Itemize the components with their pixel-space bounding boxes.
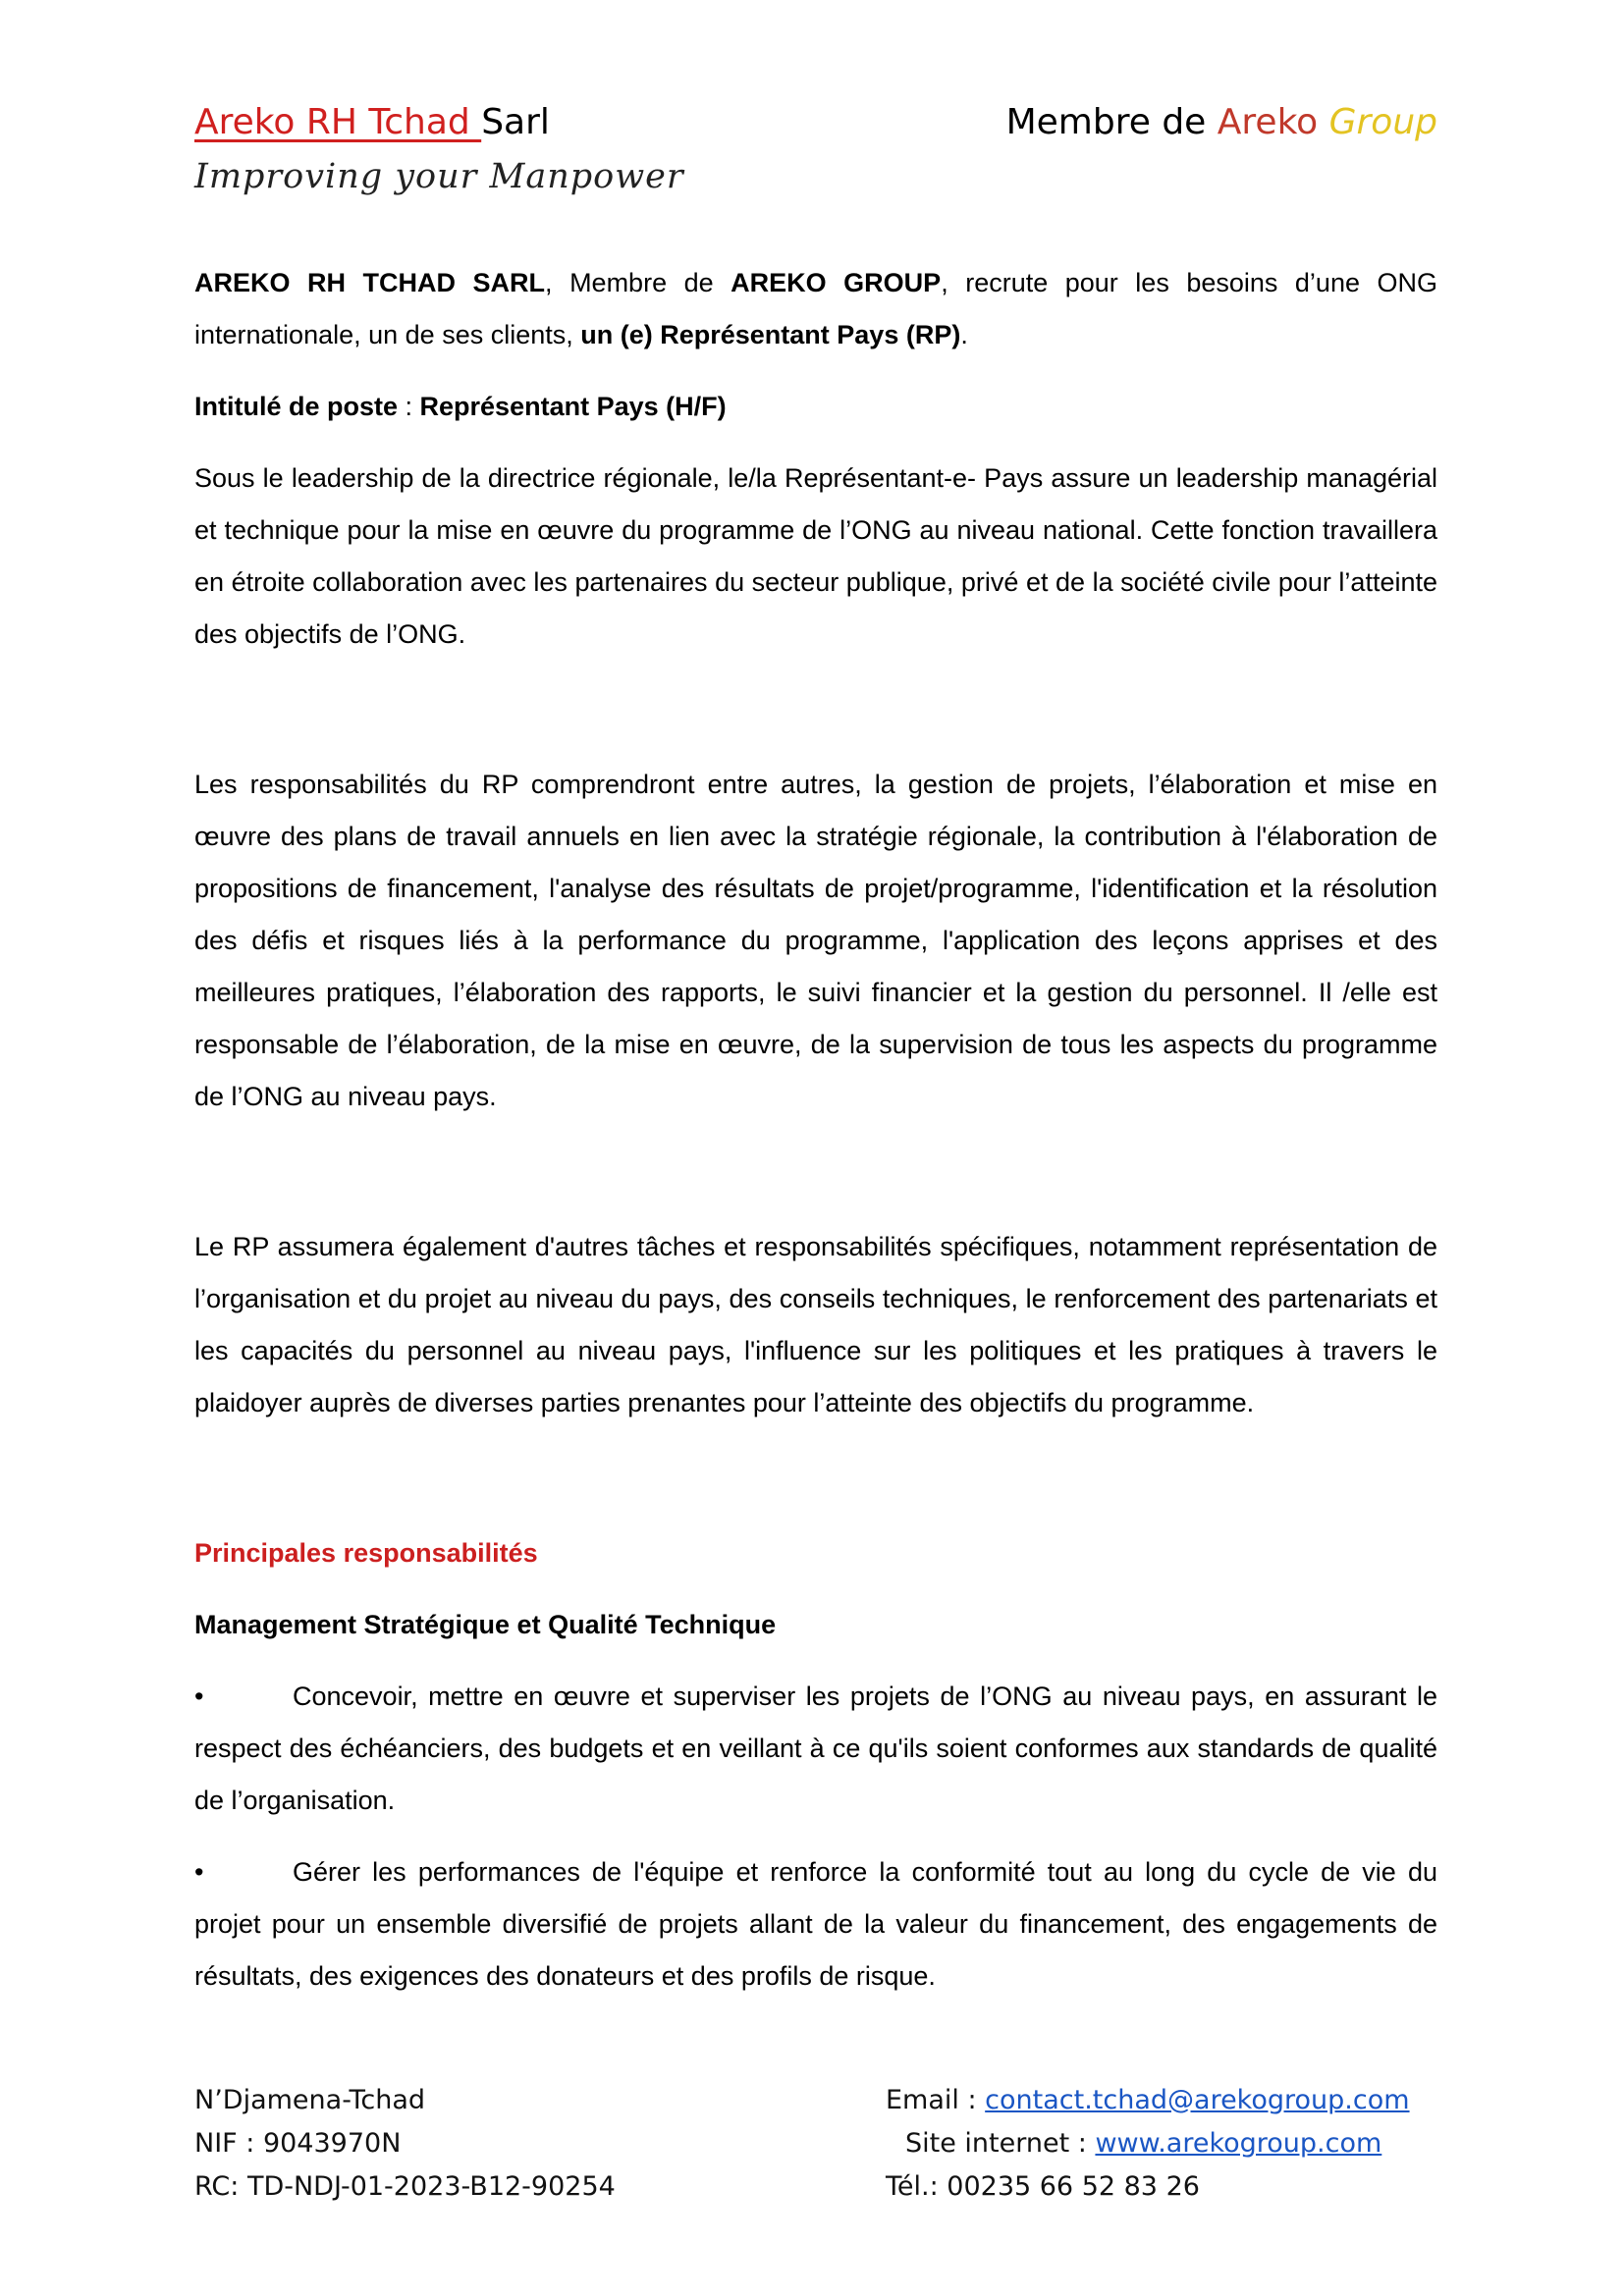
member-of-group xyxy=(1006,102,1437,142)
paragraph-responsibilities: Les responsabilités du RP comprendront entre autres, la gestion de projets, l’élaboration et mise en œuvre des plans de travail annuels en lien avec la stratégie régionale, la contribution à l'élaboration de propositions de financement, l'analyse des résultats de projet/programme, l'identification et la résolution des défis et risques liés à la performance du programme, l'application des leçons apprises et des meilleures pratiques, l’élaboration des rapports, le suivi financier et la gestion du personnel. Il /elle est responsable de l’élaboration, de la mise en œuvre, de la supervision de tous les aspects du programme de l’ONG au niveau pays. xyxy=(194,770,1437,1111)
job-title-line xyxy=(194,381,1437,433)
email-label: Email : xyxy=(886,2085,986,2115)
bullet-marker: • xyxy=(194,1682,204,1711)
bullet-text: Concevoir, mettre en œuvre et superviser les projets de l’ONG au niveau pays, en assurant le respect des échéanciers, des budgets et en veillant à ce qu'ils soient conformes aux standards de qualité de l’organisation. xyxy=(194,1682,1437,1815)
document-body xyxy=(194,257,1437,2002)
site-label: Site internet : xyxy=(905,2128,1096,2159)
footer-tel: Tél.: 00235 66 52 83 26 xyxy=(886,2171,1200,2202)
bullet-item xyxy=(194,1846,1437,2002)
job-title-sep: : xyxy=(398,392,420,421)
bullet-item xyxy=(194,1671,1437,1827)
footer-right xyxy=(886,2079,1410,2209)
bullet-text: Gérer les performances de l'équipe et renforce la conformité tout au long du cycle de vie du projet pour un ensemble diversifié de projets allant de la valeur du financement, des engagements de résultats, des exigences des donateurs et des profils de risque. xyxy=(194,1857,1437,1991)
intro-group: AREKO GROUP xyxy=(731,268,942,297)
job-title-label: Intitulé de poste xyxy=(194,392,399,421)
intro-text-2: , recrute pour les besoins d’une ONG internationale, un de ses clients, xyxy=(194,268,1437,349)
company-name-red: Areko RH Tchad xyxy=(194,102,482,142)
intro-text-3: . xyxy=(960,320,968,349)
intro-paragraph xyxy=(194,257,1437,361)
paragraph-leadership: Sous le leadership de la directrice régionale, le/la Représentant-e- Pays assure un leadership managérial et technique pour la mise en œuvre du programme de l’ONG au niveau national. Cette fonction travaillera en étroite collaboration avec les partenaires du secteur publique, privé et de la société civile pour l’atteinte des objectifs de l’ONG. xyxy=(194,463,1437,649)
intro-text-1: , Membre de xyxy=(545,268,731,297)
footer-site-line xyxy=(886,2122,1410,2165)
member-areko: Areko xyxy=(1217,102,1319,142)
member-group: Group xyxy=(1328,102,1437,142)
member-prefix: Membre de xyxy=(1005,102,1218,142)
footer-nif: NIF : 9043970N xyxy=(194,2128,402,2159)
website-link[interactable]: www.arekogroup.com xyxy=(1095,2128,1382,2159)
tagline: Improving your Manpower xyxy=(194,157,684,196)
company-name xyxy=(194,102,550,142)
company-suffix: Sarl xyxy=(481,102,550,142)
intro-company: AREKO RH TCHAD SARL xyxy=(194,268,546,297)
email-link[interactable]: contact.tchad@arekogroup.com xyxy=(985,2085,1410,2115)
footer-email-line xyxy=(886,2079,1410,2122)
job-title-value: Représentant Pays (H/F) xyxy=(419,392,727,421)
footer-rc: RC: TD-NDJ-01-2023-B12-90254 xyxy=(194,2171,616,2202)
section-heading: Principales responsabilités xyxy=(194,1538,538,1568)
bullet-marker: • xyxy=(194,1857,204,1887)
paragraph-other-tasks: Le RP assumera également d'autres tâches et responsabilités spécifiques, notamment représentation de l’organisation et du projet au niveau du pays, des conseils techniques, le renforcement des partenariats et les capacités du personnel au niveau pays, l'influence sur les politiques et les pratiques à travers le plaidoyer auprès de diverses parties prenantes pour l’atteinte des objectifs du programme. xyxy=(194,1232,1437,1417)
intro-role: un (e) Représentant Pays (RP) xyxy=(580,320,961,349)
subsection-heading: Management Stratégique et Qualité Technique xyxy=(194,1610,777,1639)
footer-left xyxy=(194,2079,616,2209)
footer-city: N’Djamena-Tchad xyxy=(194,2085,425,2115)
